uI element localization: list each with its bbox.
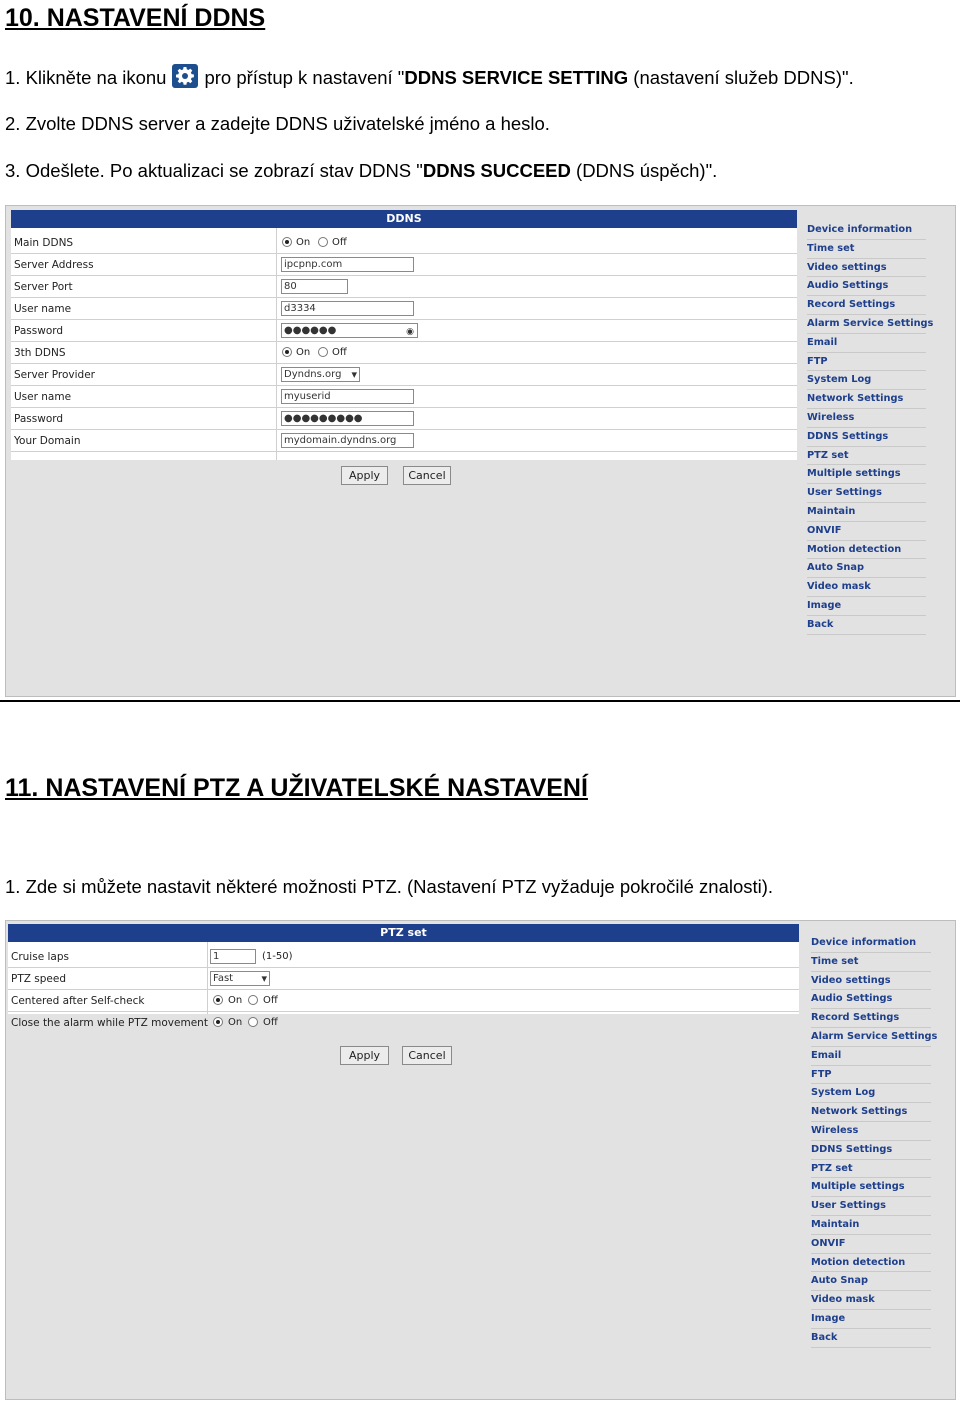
centered-on-label: On [228,995,243,1006]
centered-on-radio[interactable] [213,995,223,1005]
ptz-side-menu [811,934,938,1348]
centered-off-label: Off [263,995,278,1006]
row-password-2 [11,408,797,430]
row-centered [8,990,799,1012]
main-ddns-off-label: Off [332,237,347,248]
3th-ddns-on-radio[interactable] [282,347,292,357]
menu-item[interactable]: User Settings [811,1197,931,1216]
label-close-alarm: Close the alarm while PTZ movement [11,1017,208,1029]
ddns-panel [11,210,797,460]
row-server-address [11,254,797,276]
user-name-2-input[interactable]: myuserid [281,389,414,404]
apply-button[interactable]: Apply [341,466,388,485]
menu-item[interactable]: Auto Snap [807,559,926,578]
menu-item[interactable]: Network Settings [811,1103,931,1122]
row-user-name-2 [11,386,797,408]
menu-item[interactable]: PTZ set [811,1160,931,1179]
row-server-port [11,276,797,298]
menu-item[interactable]: ONVIF [807,522,926,541]
ddns-side-menu [807,221,934,635]
row-3th-ddns [11,342,797,364]
menu-item[interactable]: System Log [807,371,926,390]
ptz-speed-select[interactable]: Fast ▾ [210,971,270,986]
3th-ddns-off-radio[interactable] [318,347,328,357]
main-ddns-off-radio[interactable] [318,237,328,247]
label-user-name-2: User name [14,391,72,403]
row-close-alarm [8,1012,799,1034]
step-2: 2. Zvolte DDNS server a zadejte DDNS uživatelské jméno a heslo. [5,113,550,134]
menu-item[interactable]: Audio Settings [811,990,931,1009]
divider [0,700,960,702]
menu-item[interactable]: Motion detection [807,541,926,560]
step-3 [5,160,717,182]
your-domain-input[interactable]: mydomain.dyndns.org [281,433,414,448]
menu-item[interactable]: Back [807,616,926,635]
row-cruise-laps [8,946,799,968]
menu-item[interactable]: Video mask [811,1291,931,1310]
main-ddns-on-label: On [296,237,311,248]
menu-item[interactable]: Network Settings [807,390,926,409]
s11-step-1: 1. Zde si můžete nastavit některé možnosti PTZ. (Nastavení PTZ vyžaduje pokročilé znalosti). [5,876,774,897]
menu-item[interactable]: DDNS Settings [807,428,926,447]
close-alarm-on-radio[interactable] [213,1017,223,1027]
menu-item[interactable]: Wireless [811,1122,931,1141]
menu-item[interactable]: Image [807,597,926,616]
step-3-text-c: (DDNS úspěch)". [570,160,718,181]
menu-item[interactable]: Alarm Service Settings [811,1028,931,1047]
menu-item[interactable]: Multiple settings [811,1178,931,1197]
server-port-input[interactable]: 80 [281,279,348,294]
step-1-text-b: pro přístup k nastavení " [204,67,405,88]
ptz-panel [8,924,799,1029]
menu-item[interactable]: PTZ set [807,447,926,466]
menu-item[interactable]: Device information [811,934,931,953]
close-alarm-on-label: On [228,1017,243,1028]
ptz-title: PTZ set [8,924,799,942]
label-server-port: Server Port [14,281,73,293]
label-server-provider: Server Provider [14,369,96,381]
ptz-screenshot [5,920,956,1400]
menu-item[interactable]: DDNS Settings [811,1141,931,1160]
label-password: Password [14,325,64,337]
password-input[interactable] [281,323,418,338]
menu-item[interactable]: Record Settings [811,1009,931,1028]
menu-item[interactable]: Video settings [811,972,931,991]
menu-item[interactable]: Video settings [807,259,926,278]
label-your-domain: Your Domain [14,435,81,447]
row-user-name [11,298,797,320]
step-3-text-a: 3. Odešlete. Po aktualizaci se zobrazí stav DDNS " [5,160,423,181]
menu-item[interactable]: Multiple settings [807,465,926,484]
password-value: ●●●●●● [284,325,337,336]
label-server-address: Server Address [14,259,94,271]
ddns-title: DDNS [11,210,797,228]
menu-item[interactable]: Audio Settings [807,277,926,296]
step-1-text-a: 1. Klikněte na ikonu [5,67,167,88]
menu-item[interactable]: Wireless [807,409,926,428]
section-10-title: 10. NASTAVENÍ DDNS [5,4,266,32]
gear-icon [172,64,198,88]
3th-ddns-on-label: On [296,347,311,358]
server-provider-select[interactable]: Dyndns.org ▾ [281,367,360,382]
menu-item[interactable]: FTP [811,1066,931,1085]
step-1-text-c: (nastavení služeb DDNS)". [628,67,854,88]
menu-item[interactable]: Email [807,334,926,353]
label-user-name: User name [14,303,72,315]
menu-item[interactable]: Image [811,1310,931,1329]
cancel-button[interactable]: Cancel [403,466,451,485]
row-server-provider [11,364,797,386]
menu-item[interactable]: Back [811,1329,931,1348]
ptz-apply-button[interactable]: Apply [340,1046,389,1065]
row-password [11,320,797,342]
server-address-input[interactable]: ipcpnp.com [281,257,414,272]
menu-item[interactable]: Device information [807,221,926,240]
label-main-ddns: Main DDNS [14,237,74,249]
step-3-bold: DDNS SUCCEED [422,160,571,181]
ptz-cancel-button[interactable]: Cancel [402,1046,452,1065]
close-alarm-off-radio[interactable] [248,1017,258,1027]
menu-item[interactable]: Alarm Service Settings [807,315,926,334]
menu-item[interactable]: Email [811,1047,931,1066]
cruise-laps-input[interactable]: 1 [210,949,256,964]
menu-item[interactable]: FTP [807,353,926,372]
menu-item[interactable]: Time set [811,953,931,972]
label-password-2: Password [14,413,64,425]
row-main-ddns [11,232,797,254]
user-name-input[interactable]: d3334 [281,301,414,316]
menu-item[interactable]: Video mask [807,578,926,597]
menu-item[interactable]: Motion detection [811,1254,931,1273]
menu-item[interactable]: System Log [811,1084,931,1103]
label-cruise-laps: Cruise laps [11,951,69,963]
menu-item[interactable]: Record Settings [807,296,926,315]
menu-item[interactable]: ONVIF [811,1235,931,1254]
close-alarm-off-label: Off [263,1017,278,1028]
menu-item[interactable]: Maintain [807,503,926,522]
menu-item[interactable]: Auto Snap [811,1272,931,1291]
label-3th-ddns: 3th DDNS [14,347,66,359]
eye-icon[interactable]: ◉ [406,327,414,337]
section-11-title: 11. NASTAVENÍ PTZ A UŽIVATELSKÉ NASTAVENÍ [5,774,588,802]
menu-item[interactable]: Maintain [811,1216,931,1235]
menu-item[interactable]: Time set [807,240,926,259]
centered-off-radio[interactable] [248,995,258,1005]
menu-item[interactable]: User Settings [807,484,926,503]
row-your-domain [11,430,797,452]
ddns-screenshot [5,205,956,697]
step-1 [5,64,854,89]
cruise-laps-hint: (1-50) [262,951,293,962]
3th-ddns-off-label: Off [332,347,347,358]
step-1-bold: DDNS SERVICE SETTING [404,67,629,88]
main-ddns-on-radio[interactable] [282,237,292,247]
label-ptz-speed: PTZ speed [11,973,66,985]
password-2-input[interactable]: ●●●●●●●●● [281,411,414,426]
row-ptz-speed [8,968,799,990]
label-centered: Centered after Self-check [11,995,145,1007]
